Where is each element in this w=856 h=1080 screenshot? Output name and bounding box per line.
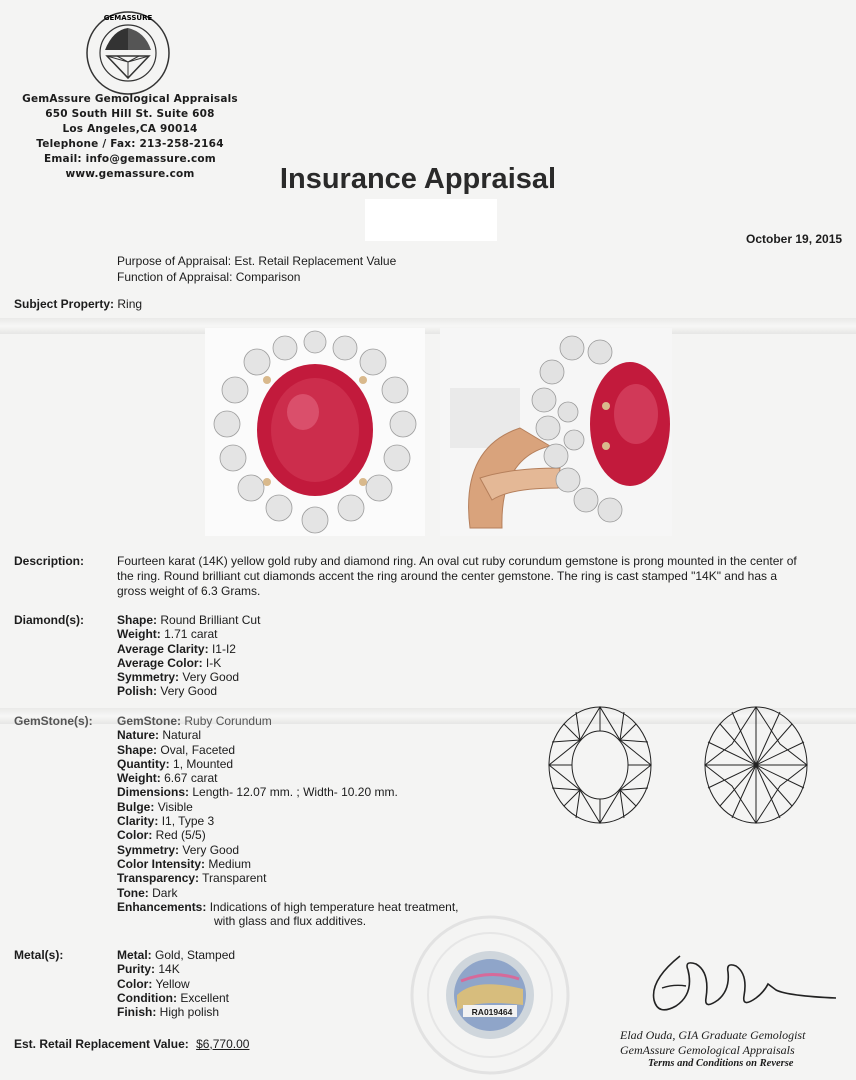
svg-text:GEMASSURE: GEMASSURE (103, 14, 153, 22)
phone-fax: Telephone / Fax: 213-258-2164 (36, 138, 224, 150)
diamonds-label: Diamond(s): (14, 613, 84, 627)
email: Email: info@gemassure.com (44, 153, 216, 165)
retail-value-amount: $6,770.00 (196, 1037, 250, 1051)
metals-label: Metal(s): (14, 948, 64, 962)
description-line: gross weight of 6.3 Grams. (117, 584, 261, 598)
purpose-line: Purpose of Appraisal: Est. Retail Replacement Value (117, 254, 397, 268)
page-title: Insurance Appraisal (279, 163, 557, 195)
metal-row: Metal: Gold, Stamped (117, 948, 236, 962)
function-line: Function of Appraisal: Comparison (117, 270, 301, 284)
gemstones-label: GemStone(s): (14, 714, 93, 728)
signer-name: Elad Ouda, GIA Graduate Gemologist (620, 1028, 806, 1042)
metal-row: Purity: 14K (117, 962, 180, 977)
gemstone-row: Weight: 6.67 carat (117, 771, 218, 786)
hologram-id: RA019464 (471, 1007, 513, 1017)
ring-photo-top (205, 328, 425, 536)
gemstone-row: Dimensions: Length- 12.07 mm. ; Width- 10.20 mm. (117, 785, 398, 800)
metal-row: Color: Yellow (117, 976, 190, 991)
retail-value-label: Est. Retail Replacement Value: (14, 1037, 189, 1051)
gemstone-row: GemStone: Ruby Corundum (117, 714, 272, 728)
metal-row: Finish: High polish (117, 1005, 220, 1020)
enhancements-line-2: with glass and flux additives. (214, 914, 367, 929)
description-text (117, 554, 797, 599)
metal-row: Condition: Excellent (117, 990, 230, 1005)
diamond-row: Average Clarity: I1-I2 (117, 641, 236, 656)
subject-property (14, 297, 142, 311)
description-label: Description: (14, 554, 85, 568)
appraisal-date: October 19, 2015 (746, 232, 843, 246)
address-line-1: 650 South Hill St. Suite 608 (45, 108, 215, 120)
subject-value: Ring (117, 297, 143, 311)
gemstone-row: Clarity: I1, Type 3 (117, 814, 215, 829)
ring-photo-side (440, 328, 672, 536)
metals-list (117, 948, 235, 1019)
description-line: the ring. Round brilliant cut diamonds accent the ring around the center gemstone. The ring is cast stamped "14K" and has a (117, 569, 778, 583)
gemstone-row: Enhancements: Indications of high temperature heat treatment, (117, 899, 459, 914)
description-line: Fourteen karat (14K) yellow gold ruby and diamond ring. An oval cut ruby corundum gemstone is prong mounted in the center of (117, 554, 797, 568)
retail-value (14, 1037, 249, 1051)
gemstone-row: Transparency: Transparent (117, 871, 267, 886)
embossed-seal-icon (405, 915, 575, 1075)
redacted-box (365, 199, 497, 241)
terms-note: Terms and Conditions on Reverse (648, 1058, 794, 1069)
diamond-row: Shape: Round Brilliant Cut (117, 613, 261, 627)
gemstone-row: Symmetry: Very Good (117, 842, 240, 857)
signature-icon (640, 950, 840, 1022)
gemstone-row: Tone: Dark (117, 885, 178, 900)
address-line-2: Los Angeles,CA 90014 (62, 123, 198, 135)
paper-fold (0, 318, 856, 334)
gemstone-row: Color Intensity: Medium (117, 856, 252, 871)
diamond-row: Weight: 1.71 carat (117, 627, 218, 642)
gemstone-row: Bulge: Visible (117, 799, 193, 814)
gemstone-row: Color: Red (5/5) (117, 828, 206, 843)
diamond-row: Symmetry: Very Good (117, 670, 240, 685)
gemstone-row: Quantity: 1, Mounted (117, 756, 234, 771)
oval-pavilion-diagram-icon (702, 704, 810, 826)
signer-company: GemAssure Gemological Appraisals (620, 1043, 795, 1057)
company-name: GemAssure Gemological Appraisals (22, 93, 238, 105)
gemstones-list (117, 714, 459, 928)
oval-crown-diagram-icon (546, 704, 654, 826)
diamond-row: Polish: Very Good (117, 684, 218, 699)
subject-label: Subject Property: (14, 297, 115, 311)
diamond-row: Average Color: I-K (117, 655, 222, 670)
website: www.gemassure.com (65, 168, 195, 180)
gemstone-row: Nature: Natural (117, 728, 202, 743)
diamonds-list (117, 613, 260, 699)
company-seal-icon (85, 10, 171, 96)
gemstone-row: Shape: Oval, Faceted (117, 742, 236, 757)
